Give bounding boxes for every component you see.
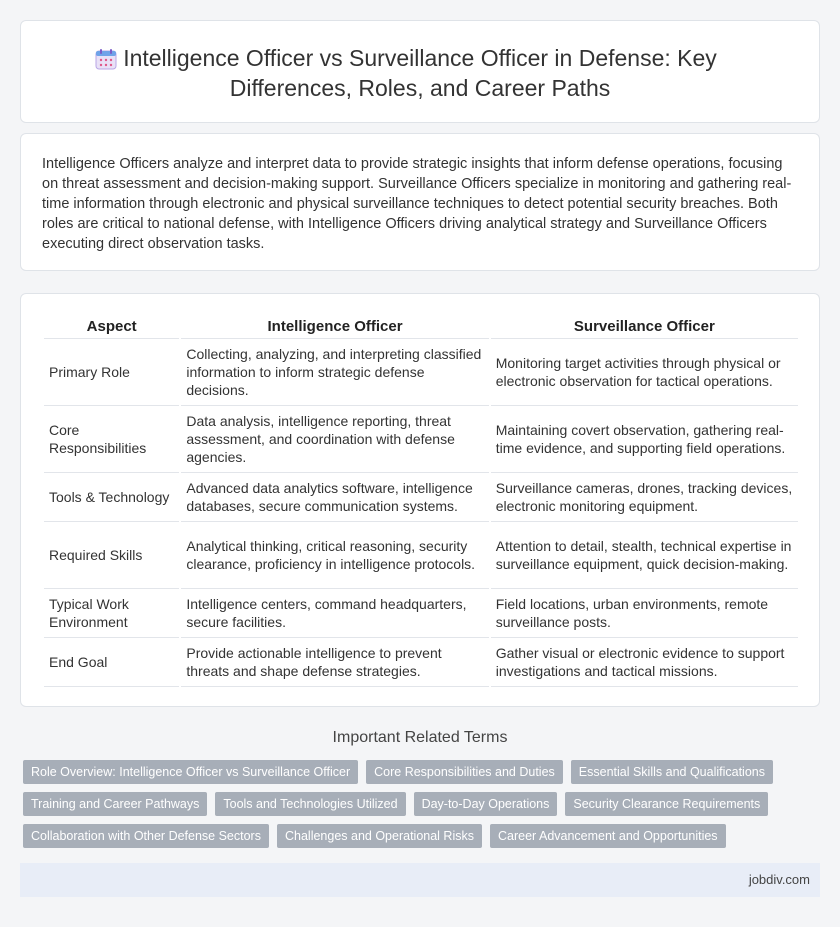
surveillance-cell: Maintaining covert observation, gathering real-time evidence, and supporting field operations.	[491, 406, 798, 473]
aspect-cell: Tools & Technology	[44, 473, 179, 522]
table-header-row	[44, 314, 798, 339]
intelligence-cell: Data analysis, intelligence reporting, threat assessment, and coordination with defense agencies.	[181, 406, 488, 473]
intelligence-cell: Intelligence centers, command headquarters, secure facilities.	[181, 589, 488, 638]
related-term-tag[interactable]: Collaboration with Other Defense Sectors	[23, 824, 269, 848]
surveillance-cell: Monitoring target activities through physical or electronic observation for tactical operations.	[491, 339, 798, 406]
comparison-table	[42, 314, 800, 687]
footer	[20, 863, 820, 897]
surveillance-cell: Field locations, urban environments, remote surveillance posts.	[491, 589, 798, 638]
intro-paragraph: Intelligence Officers analyze and interpret data to provide strategic insights that inform defense operations, focusing on threat assessment and decision-making support. Surveillance Officers specialize in monitoring and gathering real-time information through electronic and physical surveillance techniques to detect potential security breaches. Both roles are critical to national defense, with Intelligence Officers driving analytical strategy and Surveillance Officers executing direct observation tasks.	[42, 156, 792, 252]
table-row	[44, 339, 798, 406]
header-aspect: Aspect	[44, 314, 179, 339]
surveillance-cell: Surveillance cameras, drones, tracking devices, electronic monitoring equipment.	[491, 473, 798, 522]
intelligence-cell: Analytical thinking, critical reasoning, security clearance, proficiency in intelligence protocols.	[181, 522, 488, 589]
related-terms-heading: Important Related Terms	[332, 729, 508, 746]
tag-row	[23, 760, 823, 784]
related-term-tag[interactable]: Security Clearance Requirements	[565, 792, 768, 816]
tag-row	[23, 792, 823, 816]
page-title	[21, 43, 819, 103]
aspect-cell: Core Responsibilities	[44, 406, 179, 473]
related-term-tag[interactable]: Role Overview: Intelligence Officer vs Surveillance Officer	[23, 760, 358, 784]
intelligence-cell: Advanced data analytics software, intelligence databases, secure communication systems.	[181, 473, 488, 522]
related-term-tag[interactable]: Essential Skills and Qualifications	[571, 760, 773, 784]
related-term-tag[interactable]: Challenges and Operational Risks	[277, 824, 482, 848]
related-terms-tags	[23, 760, 823, 856]
related-term-tag[interactable]: Training and Career Pathways	[23, 792, 207, 816]
intelligence-cell: Collecting, analyzing, and interpreting classified information to inform strategic defense decisions.	[181, 339, 488, 406]
header-surveillance-officer: Surveillance Officer	[491, 314, 798, 339]
table-row	[44, 473, 798, 522]
related-term-tag[interactable]: Day-to-Day Operations	[414, 792, 558, 816]
surveillance-cell: Gather visual or electronic evidence to support investigations and tactical missions.	[491, 638, 798, 687]
tag-row	[23, 824, 823, 848]
aspect-cell: Typical Work Environment	[44, 589, 179, 638]
page-title-line-2: Differences, Roles, and Career Paths	[229, 75, 611, 101]
table-row	[44, 406, 798, 473]
title-card	[20, 20, 820, 123]
comparison-card	[20, 293, 820, 707]
related-term-tag[interactable]: Core Responsibilities and Duties	[366, 760, 563, 784]
table-row	[44, 589, 798, 638]
header-intelligence-officer: Intelligence Officer	[181, 314, 488, 339]
intelligence-cell: Provide actionable intelligence to prevent threats and shape defense strategies.	[181, 638, 488, 687]
aspect-cell: Required Skills	[44, 522, 179, 589]
intro-card	[20, 133, 820, 271]
page-title-line-1: Intelligence Officer vs Surveillance Officer in Defense: Key	[123, 45, 717, 71]
aspect-cell: Primary Role	[44, 339, 179, 406]
surveillance-cell: Attention to detail, stealth, technical expertise in surveillance equipment, quick decision-making.	[491, 522, 798, 589]
footer-site-link[interactable]: jobdiv.com	[748, 872, 810, 887]
aspect-cell: End Goal	[44, 638, 179, 687]
related-term-tag[interactable]: Tools and Technologies Utilized	[215, 792, 405, 816]
table-row	[44, 522, 798, 589]
related-term-tag[interactable]: Career Advancement and Opportunities	[490, 824, 726, 848]
table-row	[44, 638, 798, 687]
